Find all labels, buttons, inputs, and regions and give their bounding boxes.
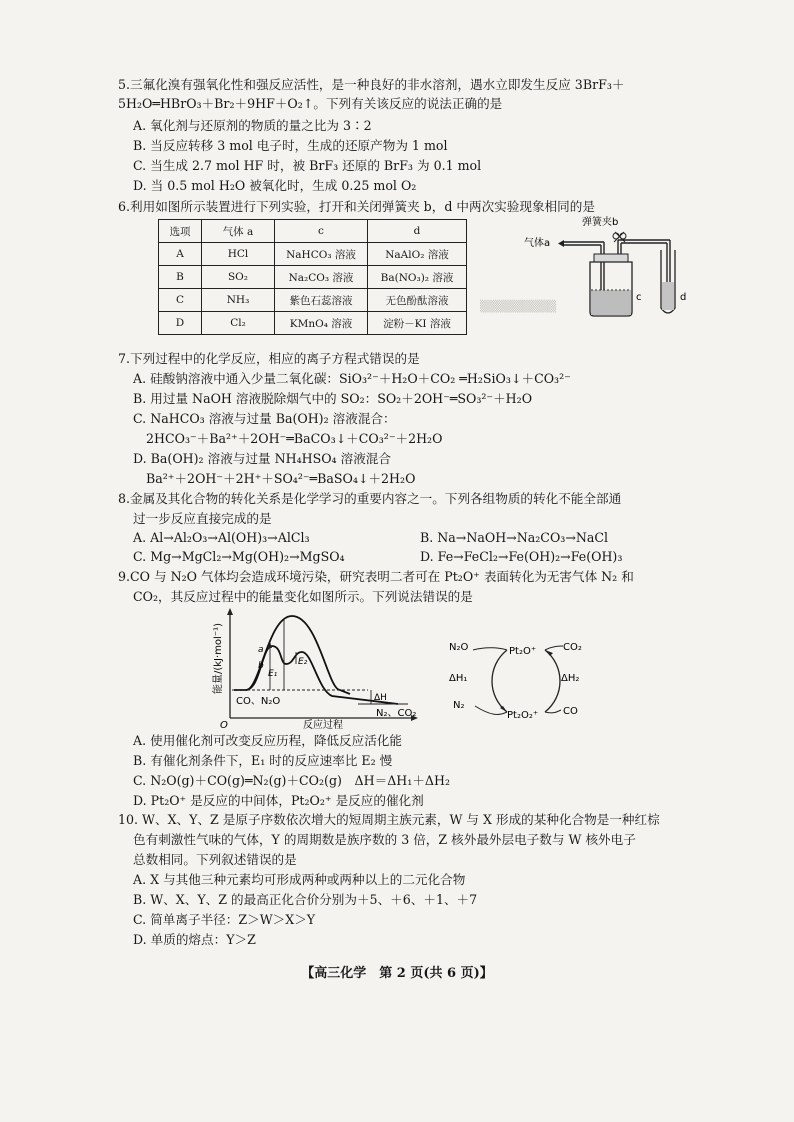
cycle-dh1: ΔH₁: [449, 673, 468, 684]
origin-label: O: [220, 720, 228, 730]
table-cell: NaHCO₃ 溶液: [275, 243, 368, 266]
q5-stem-line1: 5.三氟化溴有强氧化性和强反应活性，是一种良好的非水溶剂，遇水立即发生反应 3BrF₃＋: [118, 77, 625, 92]
q7-option-c-line2: 2HCO₃⁻＋Ba²⁺＋2OH⁻═BaCO₃↓＋CO₃²⁻＋2H₂O: [146, 431, 443, 446]
q9-energy-diagram: [208, 606, 428, 730]
q6-stem: 6.利用如图所示装置进行下列实验，打开和关闭弹簧夹 b，d 中两次实验现象相同的是: [118, 199, 595, 214]
q7-option-d-line1: D. Ba(OH)₂ 溶液与过量 NH₄HSO₄ 溶液混合: [133, 451, 391, 466]
cycle-pt2o: Pt₂O⁺: [509, 646, 537, 657]
table-cell: C: [159, 289, 202, 312]
table-header-cell: 气体 a: [202, 220, 275, 243]
q8-option-d: D. Fe→FeCl₂→Fe(OH)₂→Fe(OH)₃: [420, 549, 623, 564]
delta-h-label: ΔH: [374, 693, 387, 703]
gas-label: 气体a: [524, 238, 551, 249]
page-footer: 【高三化学 第 2 页(共 6 页)】: [301, 966, 493, 981]
q10-stem-line1: 10. W、X、Y、Z 是原子序数依次增大的短周期主族元素，W 与 X 形成的某种化合物是一种红棕: [118, 812, 660, 827]
q7-option-b: B. 用过量 NaOH 溶液脱除烟气中的 SO₂：SO₂＋2OH⁻═SO₃²⁻＋H₂O: [133, 391, 533, 406]
bleed-through: ▒▒▒▒▒▒▒▒▒: [480, 300, 557, 313]
cycle-n2: N₂: [453, 700, 465, 711]
q9-option-a: A. 使用催化剂可改变反应历程，降低反应活化能: [133, 733, 402, 748]
table-cell: B: [159, 266, 202, 289]
q9-stem-line1: 9.CO 与 N₂O 气体均会造成环境污染，研究表明二者可在 Pt₂O⁺ 表面转化为无害气体 N₂ 和: [118, 569, 634, 584]
table-cell: HCl: [202, 243, 275, 266]
table-cell: 淀粉－KI 溶液: [368, 312, 467, 335]
q5-option-d: D. 当 0.5 mol H₂O 被氧化时，生成 0.25 mol O₂: [133, 178, 417, 193]
table-cell: Cl₂: [202, 312, 275, 335]
table-cell: D: [159, 312, 202, 335]
cycle-n2o: N₂O: [449, 642, 469, 653]
q5-option-a: A. 氧化剂与还原剂的物质的量之比为 3∶2: [133, 118, 372, 133]
table-cell: SO₂: [202, 266, 275, 289]
table-cell: 无色酚酞溶液: [368, 289, 467, 312]
q8-option-a: A. Al→Al₂O₃→Al(OH)₃→AlCl₃: [133, 530, 310, 545]
table-cell: Na₂CO₃ 溶液: [275, 266, 368, 289]
y-axis-label: 能量/(kJ·mol⁻¹): [213, 622, 224, 694]
q10-option-a: A. X 与其他三种元素均可形成两种或两种以上的二元化合物: [133, 872, 466, 887]
q7-option-c-line1: C. NaHCO₃ 溶液与过量 Ba(OH)₂ 溶液混合：: [133, 411, 396, 426]
q9-stem-line2: CO₂，其反应过程中的能量变化如图所示。下列说法错误的是: [133, 589, 473, 604]
label-e1: E₁: [268, 669, 278, 679]
label-b: b: [258, 661, 264, 671]
label-a: a: [258, 645, 264, 655]
q7-stem: 7.下列过程中的化学反应，相应的离子方程式错误的是: [118, 351, 420, 366]
q7-option-d-line2: Ba²⁺＋2OH⁻＋2H⁺＋SO₄²⁻═BaSO₄↓＋2H₂O: [146, 471, 416, 486]
reactants-label: CO、N₂O: [236, 696, 281, 707]
q6-options-table: [158, 219, 467, 335]
cycle-co2: CO₂: [563, 642, 582, 653]
q9-option-d: D. Pt₂O⁺ 是反应的中间体，Pt₂O₂⁺ 是反应的催化剂: [133, 793, 424, 808]
table-header-cell: c: [275, 220, 368, 243]
table-cell: KMnO₄ 溶液: [275, 312, 368, 335]
table-header-row: [159, 220, 467, 243]
q8-stem-line2: 过一步反应直接完成的是: [133, 511, 272, 526]
table-cell: NaAlO₂ 溶液: [368, 243, 467, 266]
table-row: [159, 266, 467, 289]
table-header-cell: 选项: [159, 220, 202, 243]
table-cell: Ba(NO₃)₂ 溶液: [368, 266, 467, 289]
table-row: [159, 289, 467, 312]
table-cell: NH₃: [202, 289, 275, 312]
table-cell: 紫色石蕊溶液: [275, 289, 368, 312]
q8-option-c: C. Mg→MgCl₂→Mg(OH)₂→MgSO₄: [133, 549, 345, 564]
cycle-pt2o2: Pt₂O₂⁺: [507, 710, 539, 721]
q6-apparatus-diagram: [520, 212, 700, 322]
table-header-cell: d: [368, 220, 467, 243]
cycle-co: CO: [563, 706, 578, 717]
q10-option-d: D. 单质的熔点：Y＞Z: [133, 932, 256, 947]
q5-stem-line2: 5H₂O═HBrO₃＋Br₂＋9HF＋O₂↑。下列有关该反应的说法正确的是: [118, 96, 503, 111]
q9-option-b: B. 有催化剂条件下，E₁ 时的反应速率比 E₂ 慢: [133, 753, 393, 768]
q8-option-b: B. Na→NaOH→Na₂CO₃→NaCl: [420, 530, 609, 545]
x-axis-label: 反应过程: [303, 720, 343, 730]
q7-option-a: A. 硅酸钠溶液中通入少量二氧化碳：SiO₃²⁻＋H₂O＋CO₂ ═H₂SiO₃↓＋CO₃²⁻: [133, 371, 571, 386]
c-label: c: [636, 292, 642, 303]
table-row: [159, 312, 467, 335]
table-row: [159, 243, 467, 266]
q8-stem-line1: 8.金属及其化合物的转化关系是化学学习的重要内容之一。下列各组物质的转化不能全部通: [118, 491, 622, 506]
q5-option-c: C. 当生成 2.7 mol HF 时，被 BrF₃ 还原的 BrF₃ 为 0.1 mol: [133, 158, 482, 173]
q10-stem-line2: 色有刺激性气味的气体，Y 的周期数是族序数的 3 倍，Z 核外最外层电子数与 W 核外电子: [133, 832, 636, 847]
q5-option-b: B. 当反应转移 3 mol 电子时，生成的还原产物为 1 mol: [133, 138, 448, 153]
clamp-label: 弹簧夹b: [582, 217, 619, 228]
q10-stem-line3: 总数相同。下列叙述错误的是: [133, 852, 297, 867]
q9-catalytic-cycle: [445, 636, 615, 728]
cycle-dh2: ΔH₂: [561, 673, 580, 684]
q10-option-c: C. 简单离子半径：Z＞W＞X＞Y: [133, 912, 316, 927]
table-cell: A: [159, 243, 202, 266]
q9-option-c: C. N₂O(g)＋CO(g)═N₂(g)＋CO₂(g) ΔH＝ΔH₁＋ΔH₂: [133, 773, 451, 788]
q10-option-b: B. W、X、Y、Z 的最高正化合价分别为＋5、＋6、＋1、＋7: [133, 892, 478, 907]
label-e2: E₂: [298, 657, 308, 667]
d-label: d: [680, 292, 687, 303]
products-label: N₂、CO₂: [376, 708, 417, 719]
